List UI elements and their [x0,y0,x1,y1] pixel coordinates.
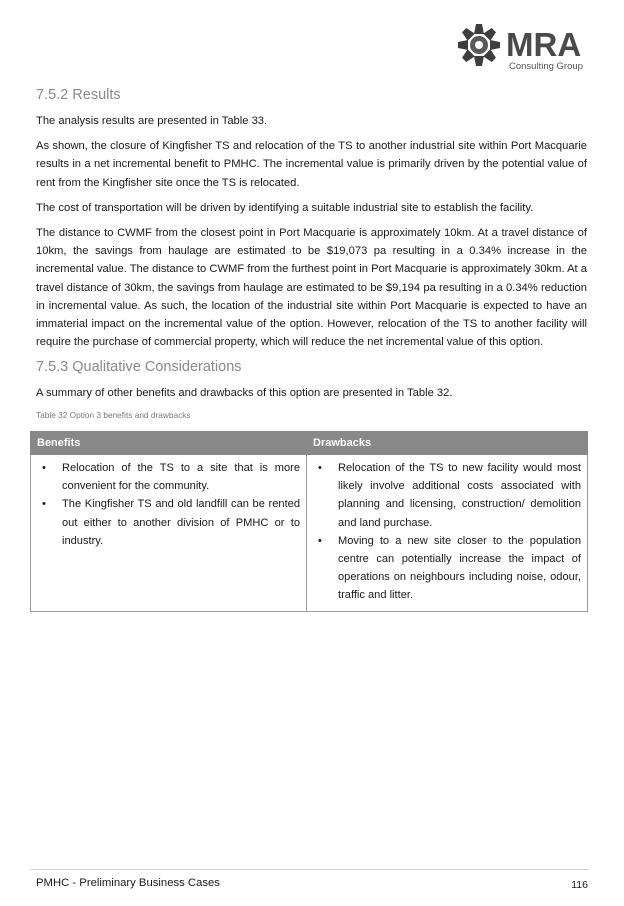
section-heading-qualitative: 7.5.3 Qualitative Considerations [36,359,242,376]
paragraph-4: The distance to CWMF from the closest point in Port Macquarie is approximately 10km. At a travel distance of 10km, the savings from haulage are estimated to be $19,073 pa resulting in a 0.34% increase in the incremental value. The distance to CWMF from the furthest point in Port Macquarie is approximately 30km. At a travel distance of 30km, the savings from haulage are estimated to be $9,194 pa resulting in a 0.34% reduction in incremental value. As such, the location of the industrial site within Port Macquarie is expected to have an immaterial impact on the incremental value of the option. However, relocation of the TS to another facility will require the purchase of commercial property, which will reduce the net incremental value of this option. [36,227,587,349]
mra-logo-icon [456,22,502,68]
footer-divider [30,869,588,870]
bullet-icon: • [42,462,46,474]
bullet-icon: • [42,498,46,511]
drawback-text: Relocation of the TS to new facility would most likely involve additional costs associated with planning and licensing, construction/ demolition and land purchase. [338,462,581,529]
benefit-text: The Kingfisher TS and old landfill can be rented out either to another division of PMHC or to industry. [62,498,300,547]
bullet-icon: • [318,462,322,474]
footer-title: PMHC - Preliminary Business Cases [36,877,220,889]
mra-logo [456,20,596,76]
bullet-icon: • [318,534,322,547]
qualitative-intro: A summary of other benefits and drawbacks of this option are presented in Table 32. [36,387,453,400]
paragraph-1: The analysis results are presented in Table 33. [36,115,268,127]
drawback-text: Moving to a new site closer to the population centre can potentially increase the impact of operations on neighbours including noise, odour, traffic and litter. [338,534,581,602]
logo-text: MRA [506,26,582,63]
table-row [31,455,588,612]
benefits-drawbacks-table [30,431,588,612]
list-item [313,532,581,605]
table-caption: Table 32 Option 3 benefits and drawbacks [36,409,191,420]
table-header-row [31,432,588,455]
drawbacks-cell [307,455,588,612]
paragraph-3: The cost of transportation will be driven by identifying a suitable industrial site to establish the facility. [36,201,534,214]
page-number: 116 [571,879,588,891]
logo-subtext: Consulting Group [509,61,583,72]
benefits-cell [31,455,307,612]
main-content [36,86,587,425]
benefit-text: Relocation of the TS to a site that is more convenient for the community. [62,462,300,493]
paragraph-2: As shown, the closure of Kingfisher TS and relocation of the TS to another industrial site within Port Macquarie results in a net incremental benefit to PMHC. The incremental value is primarily driven by the potential value of rent from the Kingfisher site once the TS is relocated. [36,140,587,189]
section-heading-results: 7.5.2 Results [36,87,121,103]
list-item [37,459,300,495]
list-item [313,459,581,532]
table-header-benefits: Benefits [31,432,307,455]
table-header-drawbacks: Drawbacks [307,432,588,455]
list-item [37,495,300,550]
